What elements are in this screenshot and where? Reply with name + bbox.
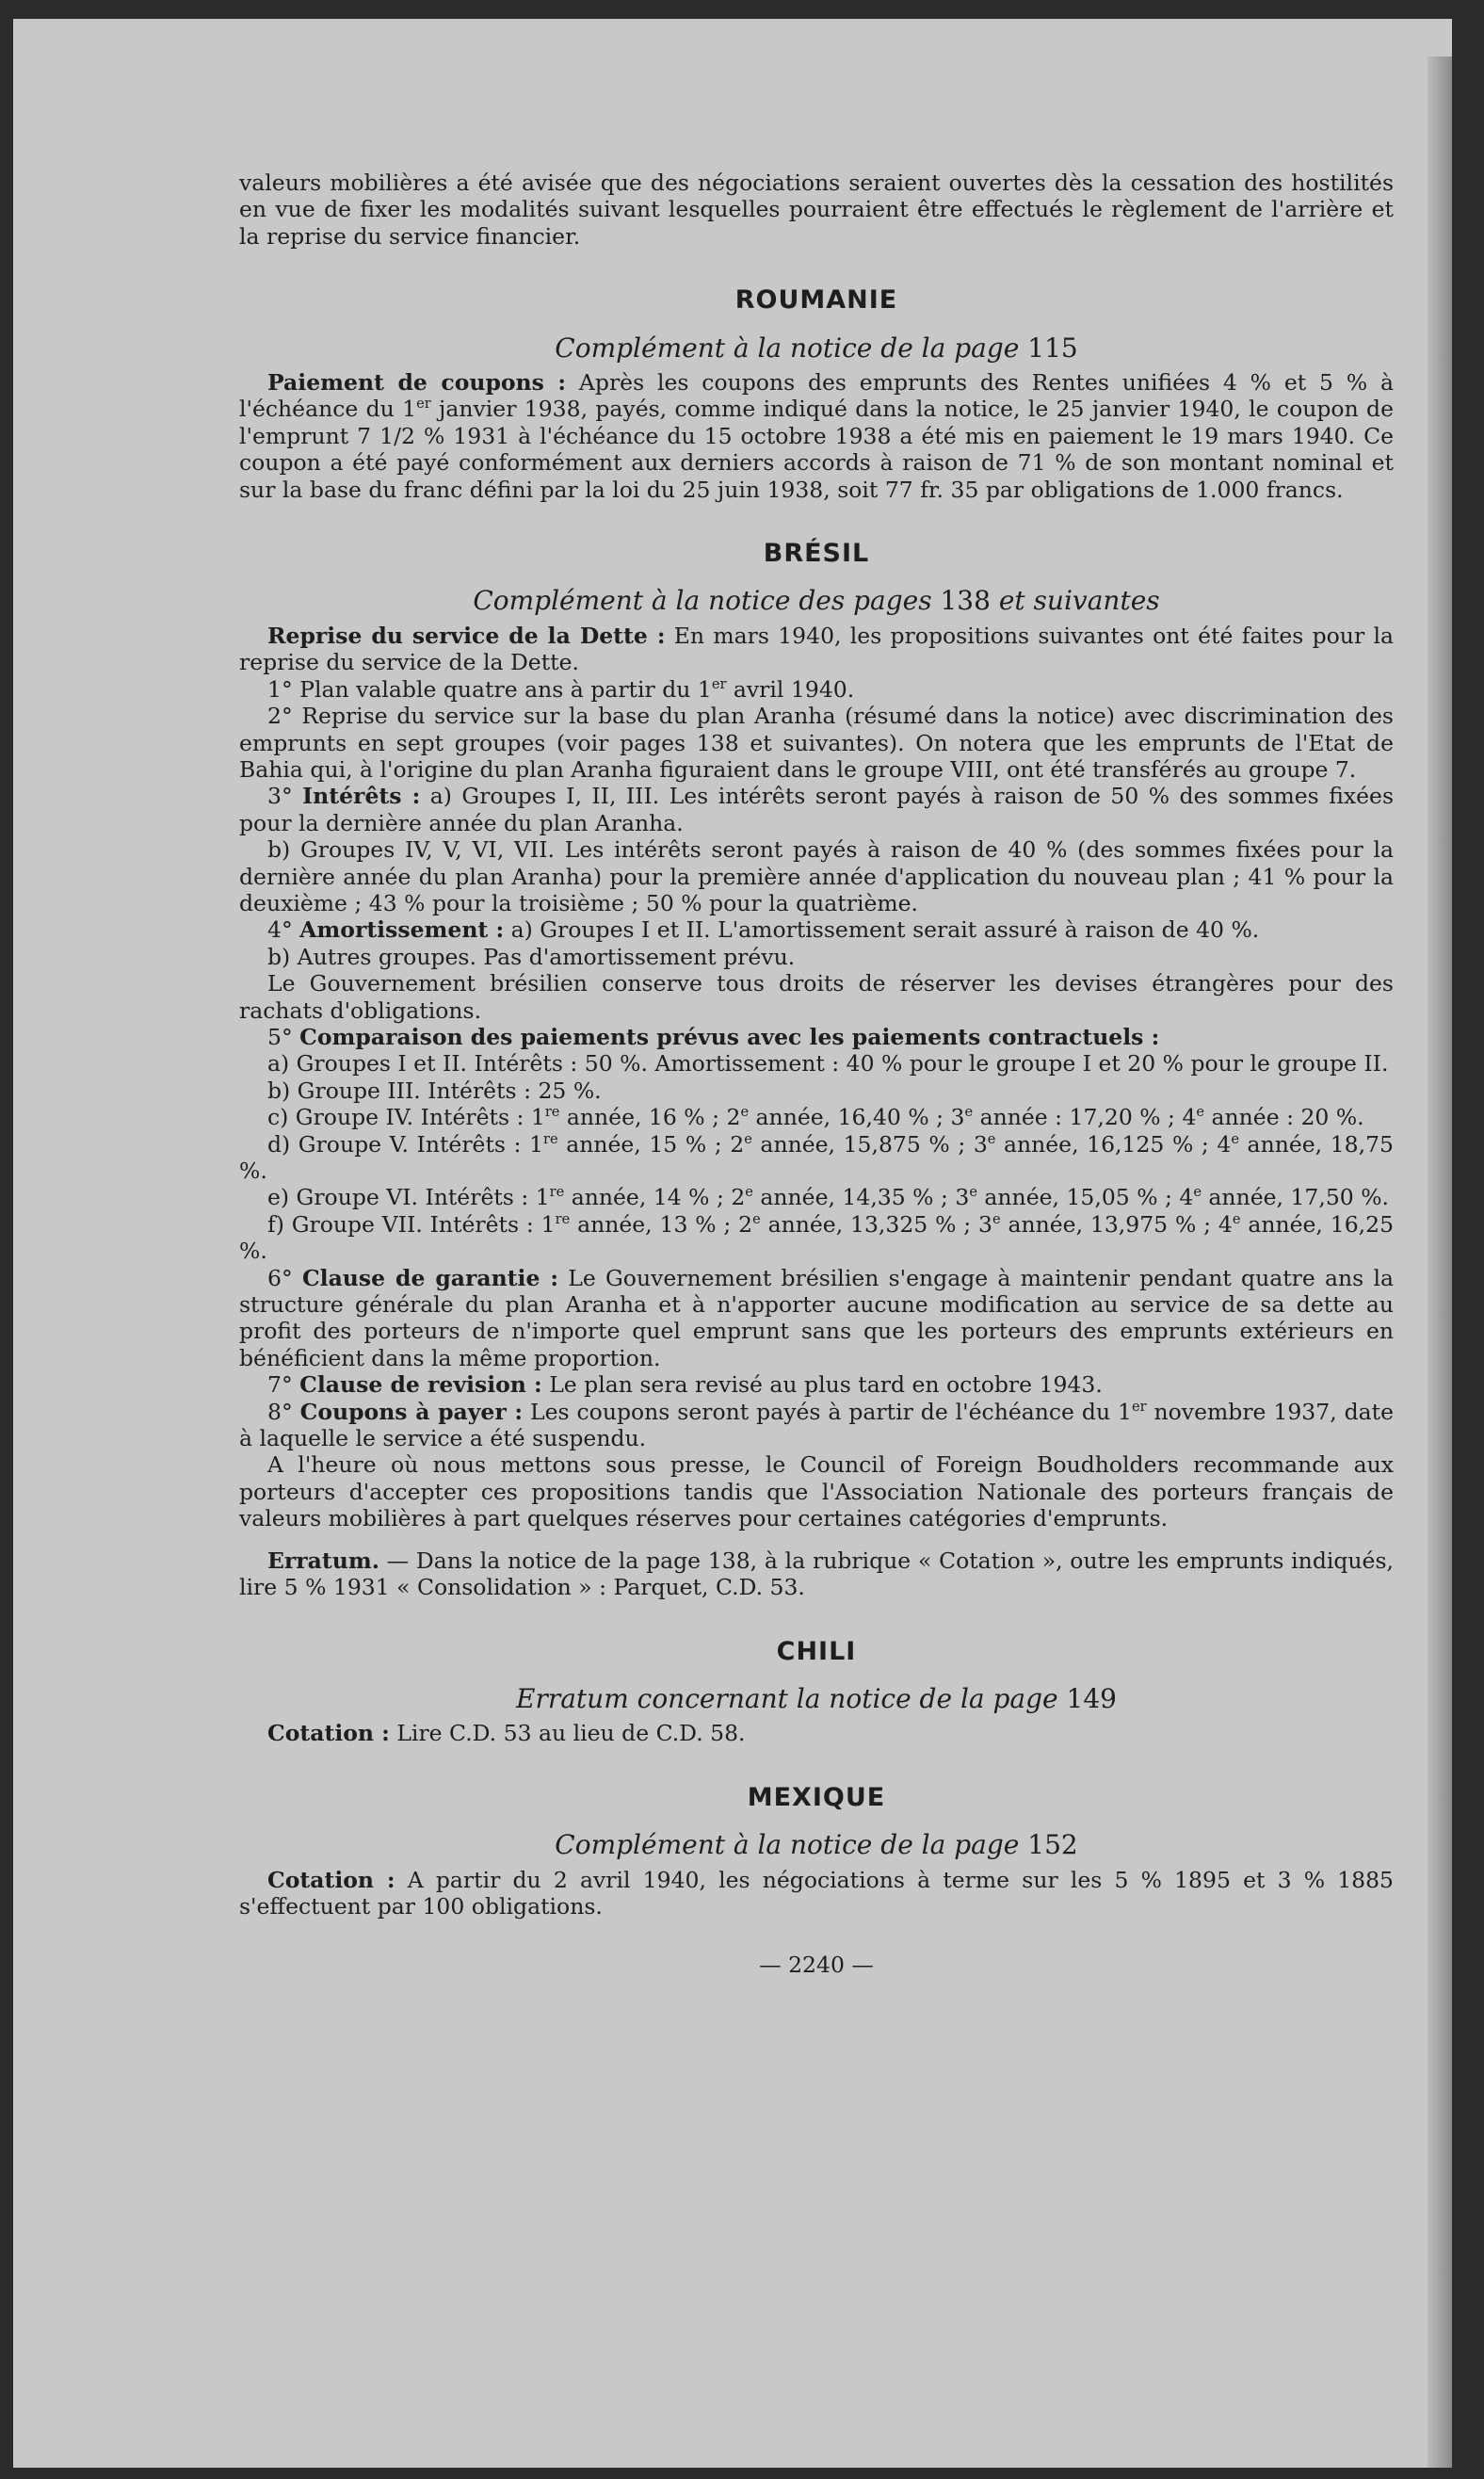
paragraph-text: a) Groupes I et II. L'amortissement serait assuré à raison de 40 %. <box>504 916 1260 944</box>
superscript: e <box>752 1210 761 1227</box>
superscript: e <box>1231 1130 1239 1147</box>
paragraph-text: année, 13,975 % ; 4 <box>1000 1210 1233 1238</box>
superscript: er <box>1131 1398 1147 1415</box>
superscript: re <box>555 1210 571 1227</box>
paragraph-text: Le Gouvernement brésilien s'engage à maintenir pendant quatre ans la structure générale du plan Aranha et à n'apporter aucune modification au service de sa dette au profit des porteurs de n'importe quel emprunt sans que les porteurs des emprunts extérieurs en bénéficient dans la même proportion. <box>239 1264 1394 1371</box>
bresil-erratum <box>239 1547 1394 1601</box>
bresil-paragraph-5 <box>239 1024 1394 1050</box>
paragraph-text: année, 17,50 %. <box>1201 1184 1390 1211</box>
paragraph-lead: Reprise du service de la Dette : <box>267 622 666 649</box>
superscript: e <box>745 1184 753 1201</box>
bresil-paragraph-reprise <box>239 623 1394 676</box>
page-content <box>239 170 1394 1979</box>
superscript: re <box>543 1130 558 1147</box>
subtitle-text: Complément à la notice de la page <box>555 1829 1020 1861</box>
bresil-paragraph-5f <box>239 1211 1394 1265</box>
paragraph-lead: Clause de revision : <box>299 1371 542 1399</box>
bresil-paragraph-5e <box>239 1184 1394 1210</box>
paragraph-text: 1° Plan valable quatre ans à partir du 1 <box>267 675 712 703</box>
paragraph-text: a) Groupes I, II, III. Les intérêts seront payés à raison de 50 % des sommes fixées pour la dernière année du plan Aranha. <box>239 783 1395 836</box>
page-edge-shadow <box>1428 57 1452 2468</box>
paragraph-lead: Paiement de coupons : <box>267 369 567 397</box>
bresil-paragraph-reserve: Le Gouvernement brésilien conserve tous droits de réserver les devises étrangères pour des rachats d'obligations. <box>239 970 1394 1024</box>
superscript: e <box>1232 1210 1241 1227</box>
subtitle-page-number: 138 <box>940 585 991 617</box>
paragraph-text: A partir du 2 avril 1940, les négociations à terme sur les 5 % 1895 et 3 % 1885 s'effectuent par 100 obligations. <box>239 1866 1394 1920</box>
paragraph-text: Après les coupons des emprunts des Rentes unifiées 4 % et 5 % à l'échéance du 1 <box>239 369 1394 423</box>
superscript: e <box>987 1130 996 1147</box>
superscript: e <box>744 1130 752 1147</box>
roumanie-paragraph <box>239 369 1394 503</box>
subtitle-page-number: 115 <box>1027 332 1078 364</box>
superscript: e <box>740 1104 750 1121</box>
bresil-paragraph-6 <box>239 1265 1394 1372</box>
paragraph-text: novembre 1937, date à laquelle le service a été suspendu. <box>239 1398 1395 1452</box>
paragraph-lead: Erratum. <box>267 1547 379 1574</box>
bresil-paragraph-5b: b) Groupe III. Intérêts : 25 %. <box>267 1077 602 1104</box>
bresil-paragraph-3 <box>239 783 1394 836</box>
paragraph-text: année, 14 % ; 2 <box>564 1184 746 1211</box>
paragraph-lead: Cotation : <box>267 1720 390 1747</box>
bresil-paragraph-1 <box>239 676 1394 703</box>
paragraph-text: année, 16,125 % ; 4 <box>995 1130 1232 1158</box>
section-subtitle-mexique <box>239 1829 1394 1861</box>
paragraph-lead: Amortissement : <box>299 916 505 944</box>
paragraph-text: Le plan sera revisé au plus tard en octobre 1943. <box>541 1371 1103 1399</box>
paragraph-text: année : 20 %. <box>1204 1104 1364 1131</box>
section-title-mexique: MEXIQUE <box>747 1782 886 1812</box>
paragraph-number: 3° <box>267 783 303 810</box>
superscript: e <box>1196 1104 1205 1121</box>
paragraph-text: Les coupons seront payés à partir de l'échéance du 1 <box>523 1398 1132 1425</box>
paragraph-text: année, 13 % ; 2 <box>570 1210 753 1238</box>
paragraph-lead: Cotation : <box>267 1866 395 1893</box>
document-page <box>13 19 1452 2468</box>
section-subtitle-chili <box>239 1682 1394 1714</box>
paragraph-lead: Intérêts : <box>302 783 421 810</box>
paragraph-text: e) Groupe VI. Intérêts : 1 <box>267 1184 550 1211</box>
paragraph-text: année, 15,05 % ; 4 <box>976 1184 1194 1211</box>
paragraph-text: année, 16,40 % ; 3 <box>749 1104 965 1131</box>
page-number: — 2240 — <box>759 1952 874 1979</box>
paragraph-text: c) Groupe IV. Intérêts : 1 <box>267 1104 545 1131</box>
paragraph-text: d) Groupe V. Intérêts : 1 <box>267 1130 544 1158</box>
bresil-paragraph-4b: b) Autres groupes. Pas d'amortissement prévu. <box>267 943 796 970</box>
intro-paragraph: valeurs mobilières a été avisée que des négociations seraient ouvertes dès la cessation des hostilités en vue de fixer les modalités suivant lesquelles pourraient être effectués le règlement de l'arrière et la reprise du service financier. <box>239 170 1394 250</box>
paragraph-number: 5° <box>267 1023 300 1050</box>
paragraph-text: année, 16 % ; 2 <box>559 1104 741 1131</box>
bresil-paragraph-4 <box>239 916 1394 943</box>
paragraph-lead: Coupons à payer : <box>299 1398 524 1425</box>
bresil-paragraph-5d <box>239 1131 1394 1185</box>
paragraph-text: année, 13,325 % ; 3 <box>760 1210 992 1238</box>
paragraph-text: avril 1940. <box>726 675 855 703</box>
subtitle-text: Complément à la notice de la page <box>555 332 1020 364</box>
paragraph-number: 7° <box>267 1371 300 1399</box>
section-subtitle-roumanie <box>239 332 1394 364</box>
paragraph-text: année, 18,75 %. <box>239 1130 1394 1184</box>
chili-paragraph <box>239 1720 1394 1746</box>
section-title-roumanie: ROUMANIE <box>734 285 898 316</box>
section-subtitle-bresil <box>239 585 1394 617</box>
paragraph-text: En mars 1940, les propositions suivantes ont été faites pour la reprise du service de la Dette. <box>239 622 1394 676</box>
bresil-paragraph-2: 2° Reprise du service sur la base du plan Aranha (résumé dans la notice) avec discrimination des emprunts en sept groupes (voir pages 138 et suivantes). On notera que les emprunts de l'Etat de Bahia qui, à l'origine du plan Aranha figuraient dans le groupe VIII, ont été transférés au groupe 7. <box>239 703 1394 783</box>
bresil-paragraph-3b: b) Groupes IV, V, VI, VII. Les intérêts seront payés à raison de 40 % (des sommes fixées pour la dernière année du plan Aranha) pour la première année d'application du nouveau plan ; 41 % pour la deuxième ; 43 % pour la troisième ; 50 % pour la quatrième. <box>239 836 1394 916</box>
paragraph-text: année, 14,35 % ; 3 <box>752 1184 970 1211</box>
paragraph-text: — Dans la notice de la page 138, à la rubrique « Cotation », outre les emprunts indiqués, lire 5 % 1931 « Consolidation » : Parquet, C.D. 53. <box>239 1547 1394 1601</box>
subtitle-page-number: 149 <box>1066 1682 1117 1714</box>
bresil-paragraph-7 <box>239 1371 1394 1398</box>
superscript: e <box>969 1184 977 1201</box>
subtitle-text: Complément à la notice des pages <box>473 585 932 617</box>
paragraph-text: année, 15 % ; 2 <box>557 1130 745 1158</box>
bresil-paragraph-5c <box>239 1104 1394 1130</box>
bresil-paragraph-council: A l'heure où nous mettons sous presse, le Council of Foreign Boudholders recommande aux porteurs d'accepter ces propositions tandis que l'Association Nationale des porteurs français de valeurs mobilières à part quelques réserves pour certaines catégories d'emprunts. <box>239 1451 1394 1532</box>
paragraph-lead: Clause de garantie : <box>301 1264 559 1291</box>
bresil-paragraph-8 <box>239 1399 1394 1452</box>
section-title-chili: CHILI <box>776 1636 857 1666</box>
paragraph-lead: Comparaison des paiements prévus avec les paiements contractuels : <box>299 1023 1160 1050</box>
section-title-bresil: BRÉSIL <box>763 539 870 569</box>
paragraph-text: f) Groupe VII. Intérêts : 1 <box>267 1210 556 1238</box>
subtitle-text: Erratum concernant la notice de la page <box>516 1682 1058 1714</box>
paragraph-number: 6° <box>267 1264 302 1291</box>
paragraph-number: 4° <box>267 916 300 944</box>
mexique-paragraph <box>239 1867 1394 1920</box>
subtitle-tail: et suivantes <box>990 585 1160 617</box>
subtitle-page-number: 152 <box>1027 1829 1078 1861</box>
bresil-paragraph-5a: a) Groupes I et II. Intérêts : 50 %. Amortissement : 40 % pour le groupe I et 20 % pour le groupe II. <box>267 1050 1389 1077</box>
superscript: er <box>416 396 431 413</box>
superscript: re <box>544 1104 560 1121</box>
superscript: re <box>549 1184 565 1201</box>
paragraph-text: Lire C.D. 53 au lieu de C.D. 58. <box>389 1720 746 1747</box>
paragraph-text: année : 17,20 % ; 4 <box>973 1104 1197 1131</box>
paragraph-text: année, 16,25 %. <box>239 1210 1395 1265</box>
superscript: er <box>711 675 727 692</box>
superscript: e <box>1193 1184 1202 1201</box>
superscript: e <box>992 1210 1001 1227</box>
paragraph-text: janvier 1938, payés, comme indiqué dans la notice, le 25 janvier 1940, le coupon de l'emprunt 7 1/2 % 1931 à l'échéance du 15 octobre 1938 a été mis en paiement le 19 mars 1940. Ce coupon a été payé conformément aux derniers accords à raison de 71 % de son montant nominal et sur la base du franc défini par la loi du 25 juin 1938, soit 77 fr. 35 par obligations de 1.000 francs. <box>239 396 1394 503</box>
superscript: e <box>964 1104 974 1121</box>
paragraph-number: 8° <box>267 1398 300 1425</box>
paragraph-text: année, 15,875 % ; 3 <box>751 1130 988 1158</box>
